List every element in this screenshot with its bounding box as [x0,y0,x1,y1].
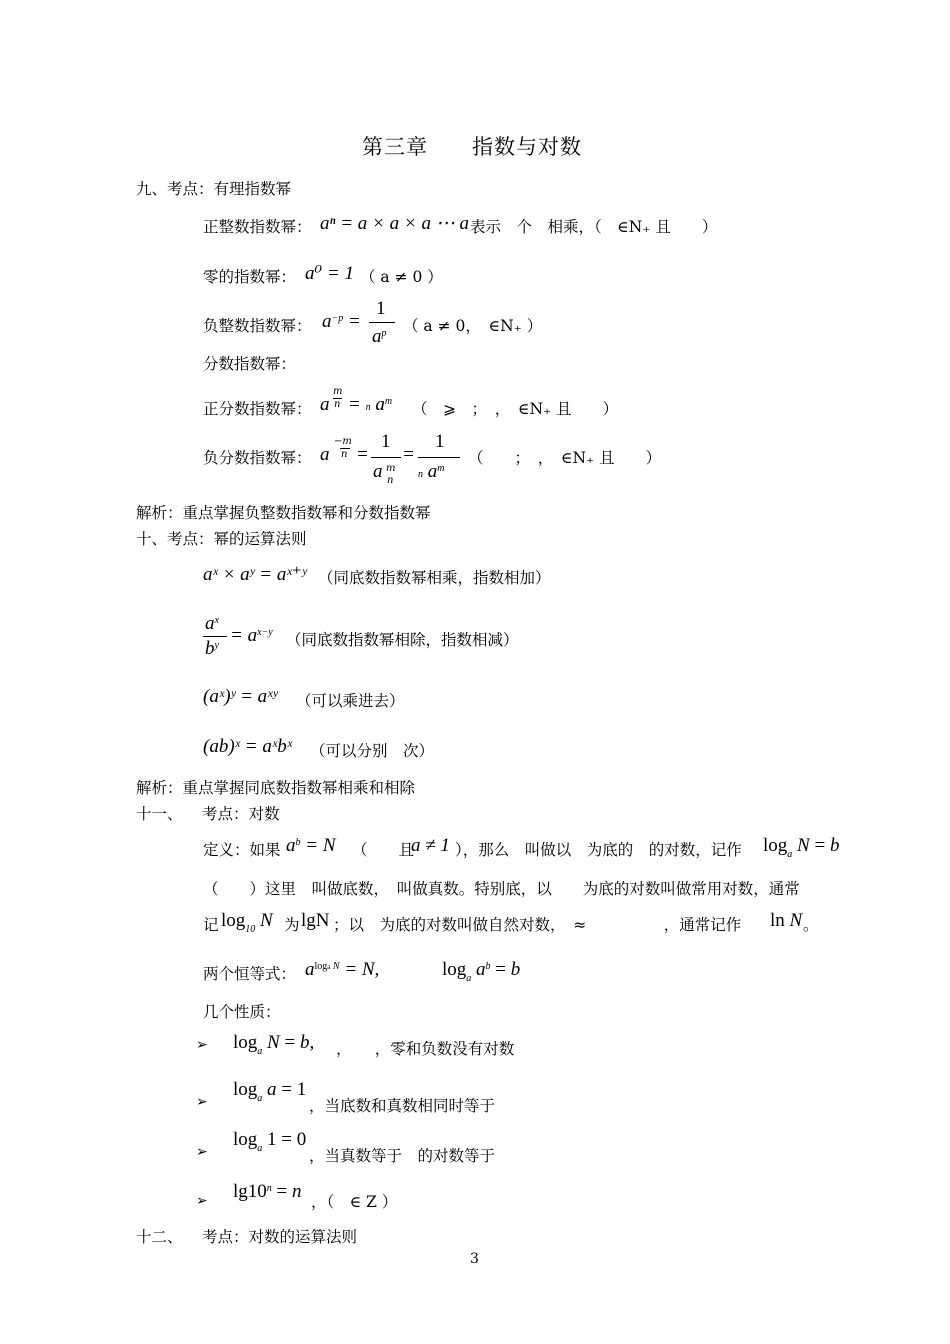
fraction-bar [203,636,227,637]
section-9-analysis: 解析：重点掌握负整数指数幂和分数指数幂 [136,504,431,522]
bullet-arrow-icon: ➢ [196,1037,208,1053]
page-number: 3 [470,1251,479,1267]
property-1-note: ， ，零和负数没有对数 [336,1040,515,1058]
product-rule-formula: aˣ × aʸ = aˣ⁺ʸ [203,564,307,585]
exponent-minus-m: −m [334,436,352,447]
zero-exponent-note: （ a ≠ 0 ） [360,268,443,286]
negative-exponent-numerator: 1 [376,298,386,319]
bullet-arrow-icon: ➢ [196,1144,208,1160]
properties-label: 几个性质： [203,1003,281,1021]
quotient-denominator: $b^y$ [205,638,219,659]
negative-integer-exponent-note: （ a ≠ 0， ∈N₊ ） [403,317,543,335]
section-11-heading: 考点：对数 [202,805,280,823]
definition-text-c: ），那么 叫做以 为底的 的对数，记作 [455,841,742,859]
nth-root-expression: = n $a^m$ [348,394,393,415]
identities-label: 两个恒等式： [203,965,297,983]
definition-text-b: （ 且 [352,841,415,859]
property-1-formula: $\log_a N = b$, [233,1032,315,1057]
property-3-formula: $\log_a 1 = 0$ [233,1129,307,1154]
section-9-heading: 九、考点：有理指数幂 [136,180,292,198]
zero-exponent-formula: a⁰ = 1 [305,263,354,284]
base-not-one-condition: a ≠ 1 [411,835,450,856]
definition-text-f: ；以 为底的对数叫做自然对数， ≈ ，通常记作 [333,916,742,934]
lg-notation: lgN [301,910,330,931]
product-rule-note: （同底数指数幂相乘，指数相加） [318,569,551,587]
denominator-a: a [373,461,383,482]
definition-text-a: 定义：如果 [203,841,281,859]
positive-integer-exponent-label: 正整数指数幂： [203,218,312,236]
section-11-number: 十一、 [136,805,183,823]
property-2-note: ，当底数和真数相同时等于 [309,1097,496,1115]
power-rule-note: （可以乘进去） [296,692,405,710]
root-denominator: n $a^m$ [418,461,445,482]
numerator-one: 1 [381,431,391,452]
quotient-rule-rhs: = $a^{x-y}$ [230,625,273,646]
product-power-rule-note: （可以分别 次） [310,742,435,760]
numerator-one: 1 [435,431,445,452]
positive-fraction-exponent-note: （ ⩾ ； ， ∈N₊ 且 ） [412,400,619,418]
bullet-arrow-icon: ➢ [196,1193,208,1209]
positive-fraction-exponent-formula: a [320,394,330,415]
negative-integer-exponent-label: 负整数指数幂： [203,317,312,335]
exponent-m: m [333,386,343,397]
definition-text-d: 记 [203,916,219,934]
definition-text-g: 。 [803,916,819,934]
common-log-notation: $\log_{10} N$ [221,910,273,935]
fraction-bar [371,457,401,458]
fraction-bar [369,322,395,323]
property-2-formula: $\log_a a = 1$ [233,1079,307,1104]
identity-2: $\log_a a^b = b$ [442,959,521,984]
power-rule-formula: (aˣ)ʸ = aˣʸ [203,686,278,707]
positive-fraction-exponent-label: 正分数指数幂： [203,400,312,418]
product-power-rule-formula: (ab)ˣ = aˣbˣ [203,736,293,757]
zero-exponent-label: 零的指数幂： [203,268,297,286]
negative-exponent-lhs: $a^{-p}$ = [322,311,361,332]
section-12-heading: 考点：对数的运算法则 [202,1228,358,1246]
definition-text-line-2: （ ）这里 叫做底数， 叫做真数。特别底，以 为底的对数叫做常用对数，通常 [203,880,800,898]
exponent-n: n [341,449,348,460]
section-12-number: 十二、 [136,1228,183,1246]
property-3-note: ，当真数等于 的对数等于 [309,1147,496,1165]
denominator-exponent-n: n [387,475,394,486]
equals-sign: = [356,444,369,465]
exponent-n: n [334,399,341,410]
page-title: 第三章 指数与对数 [362,135,582,159]
section-10-heading: 十、考点：幂的运算法则 [136,530,307,548]
property-4-note: ，（ ∈ Z ） [311,1193,398,1211]
log-notation: $\log_a N = b$ [763,835,840,860]
fraction-bar [418,457,460,458]
positive-integer-exponent-formula: aⁿ = a × a × a ⋯ a [320,213,469,234]
negative-fraction-exponent-base: a [320,444,330,465]
quotient-rule-note: （同底数指数幂相除，指数相减） [286,631,519,649]
fractional-exponent-label: 分数指数幂： [203,355,297,373]
definition-equation: $a^b = N$ [286,835,336,856]
negative-exponent-denominator: $a^p$ [372,326,387,347]
section-10-analysis: 解析：重点掌握同底数指数幂相乘和相除 [136,779,416,797]
property-4-formula: $\lg 10^n = n$ [233,1181,302,1202]
identity-1: $a^{loga N} = N$, [305,959,380,980]
bullet-arrow-icon: ➢ [196,1094,208,1110]
ln-notation: ln N [770,910,803,931]
denominator-exponent-m: m [386,463,396,474]
quotient-numerator: $a^x$ [205,613,219,634]
definition-text-e: 为 [284,916,300,934]
equals-sign: = [402,444,415,465]
positive-integer-exponent-note: 表示 个 相乘，（ ∈N₊ 且 ） [470,218,718,236]
negative-fraction-exponent-label: 负分数指数幂： [203,449,312,467]
negative-fraction-exponent-note: （ ； ， ∈N₊ 且 ） [468,449,662,467]
